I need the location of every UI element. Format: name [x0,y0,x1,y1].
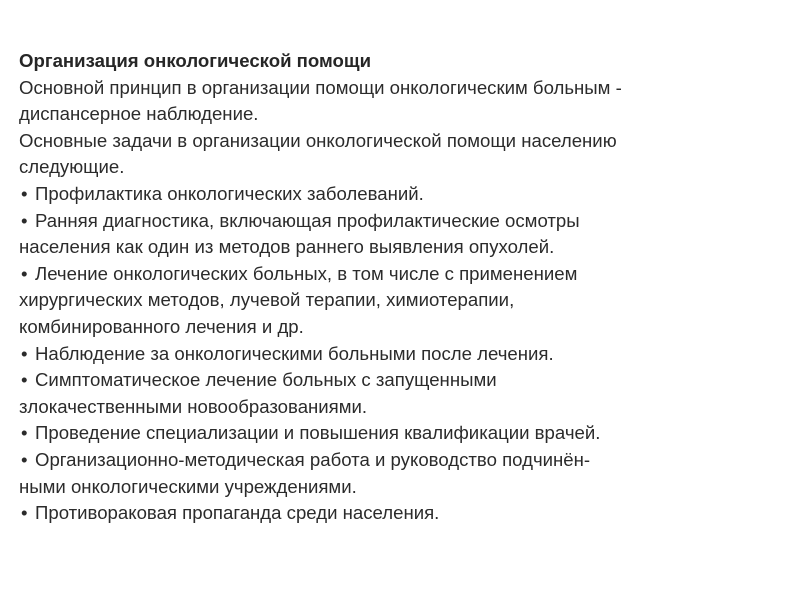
bullet-marker: • [21,502,28,524]
bullet-item-qualification [19,420,769,447]
bullet-text: Противораковая пропаганда среди населения. [35,502,440,524]
bullet-item-follow-up [19,341,769,368]
bullet-marker: • [21,369,28,391]
slide-content [19,48,769,527]
bullet-marker: • [21,448,28,470]
bullet-text: Наблюдение за онкологическими больными после лечения. [35,342,554,364]
bullet-item-early-diagnostics [19,208,769,235]
bullet-text: Симптоматическое лечение больных с запущенными [35,369,497,391]
bullet-continuation: хирургических методов, лучевой терапии, химиотерапии, [19,289,515,311]
bullet-item-symptomatic-treatment [19,367,769,394]
bullet-continuation: комбинированного лечения и др. [19,315,304,337]
bullet-marker: • [21,182,28,204]
bullet-marker: • [21,262,28,284]
bullet-text: Организационно-методическая работа и руководство подчинён- [35,448,591,470]
bullet-marker: • [21,342,28,364]
intro-line: Основные задачи в организации онкологической помощи населению [19,129,617,151]
bullet-text: Профилактика онкологических заболеваний. [35,182,424,204]
bullet-item-prevention [19,181,769,208]
bullet-marker: • [21,422,28,444]
bullet-text: Ранняя диагностика, включающая профилактические осмотры [35,209,580,231]
bullet-marker: • [21,209,28,231]
bullet-continuation: населения как один из методов раннего выявления опухолей. [19,236,555,258]
bullet-text: Лечение онкологических больных, в том числе с применением [35,262,578,284]
intro-line: диспансерное наблюдение. [19,103,259,125]
bullet-text: Проведение специализации и повышения квалификации врачей. [35,422,601,444]
slide-title: Организация онкологической помощи [19,50,372,71]
intro-line: следующие. [19,156,125,178]
intro-line: Основной принцип в организации помощи онкологическим больным - [19,76,622,98]
bullet-continuation: ными онкологическими учреждениями. [19,475,357,497]
bullet-item-methodical-work [19,447,769,474]
bullet-item-propaganda [19,500,769,527]
bullet-item-treatment [19,261,769,288]
bullet-continuation: злокачественными новообразованиями. [19,395,368,417]
